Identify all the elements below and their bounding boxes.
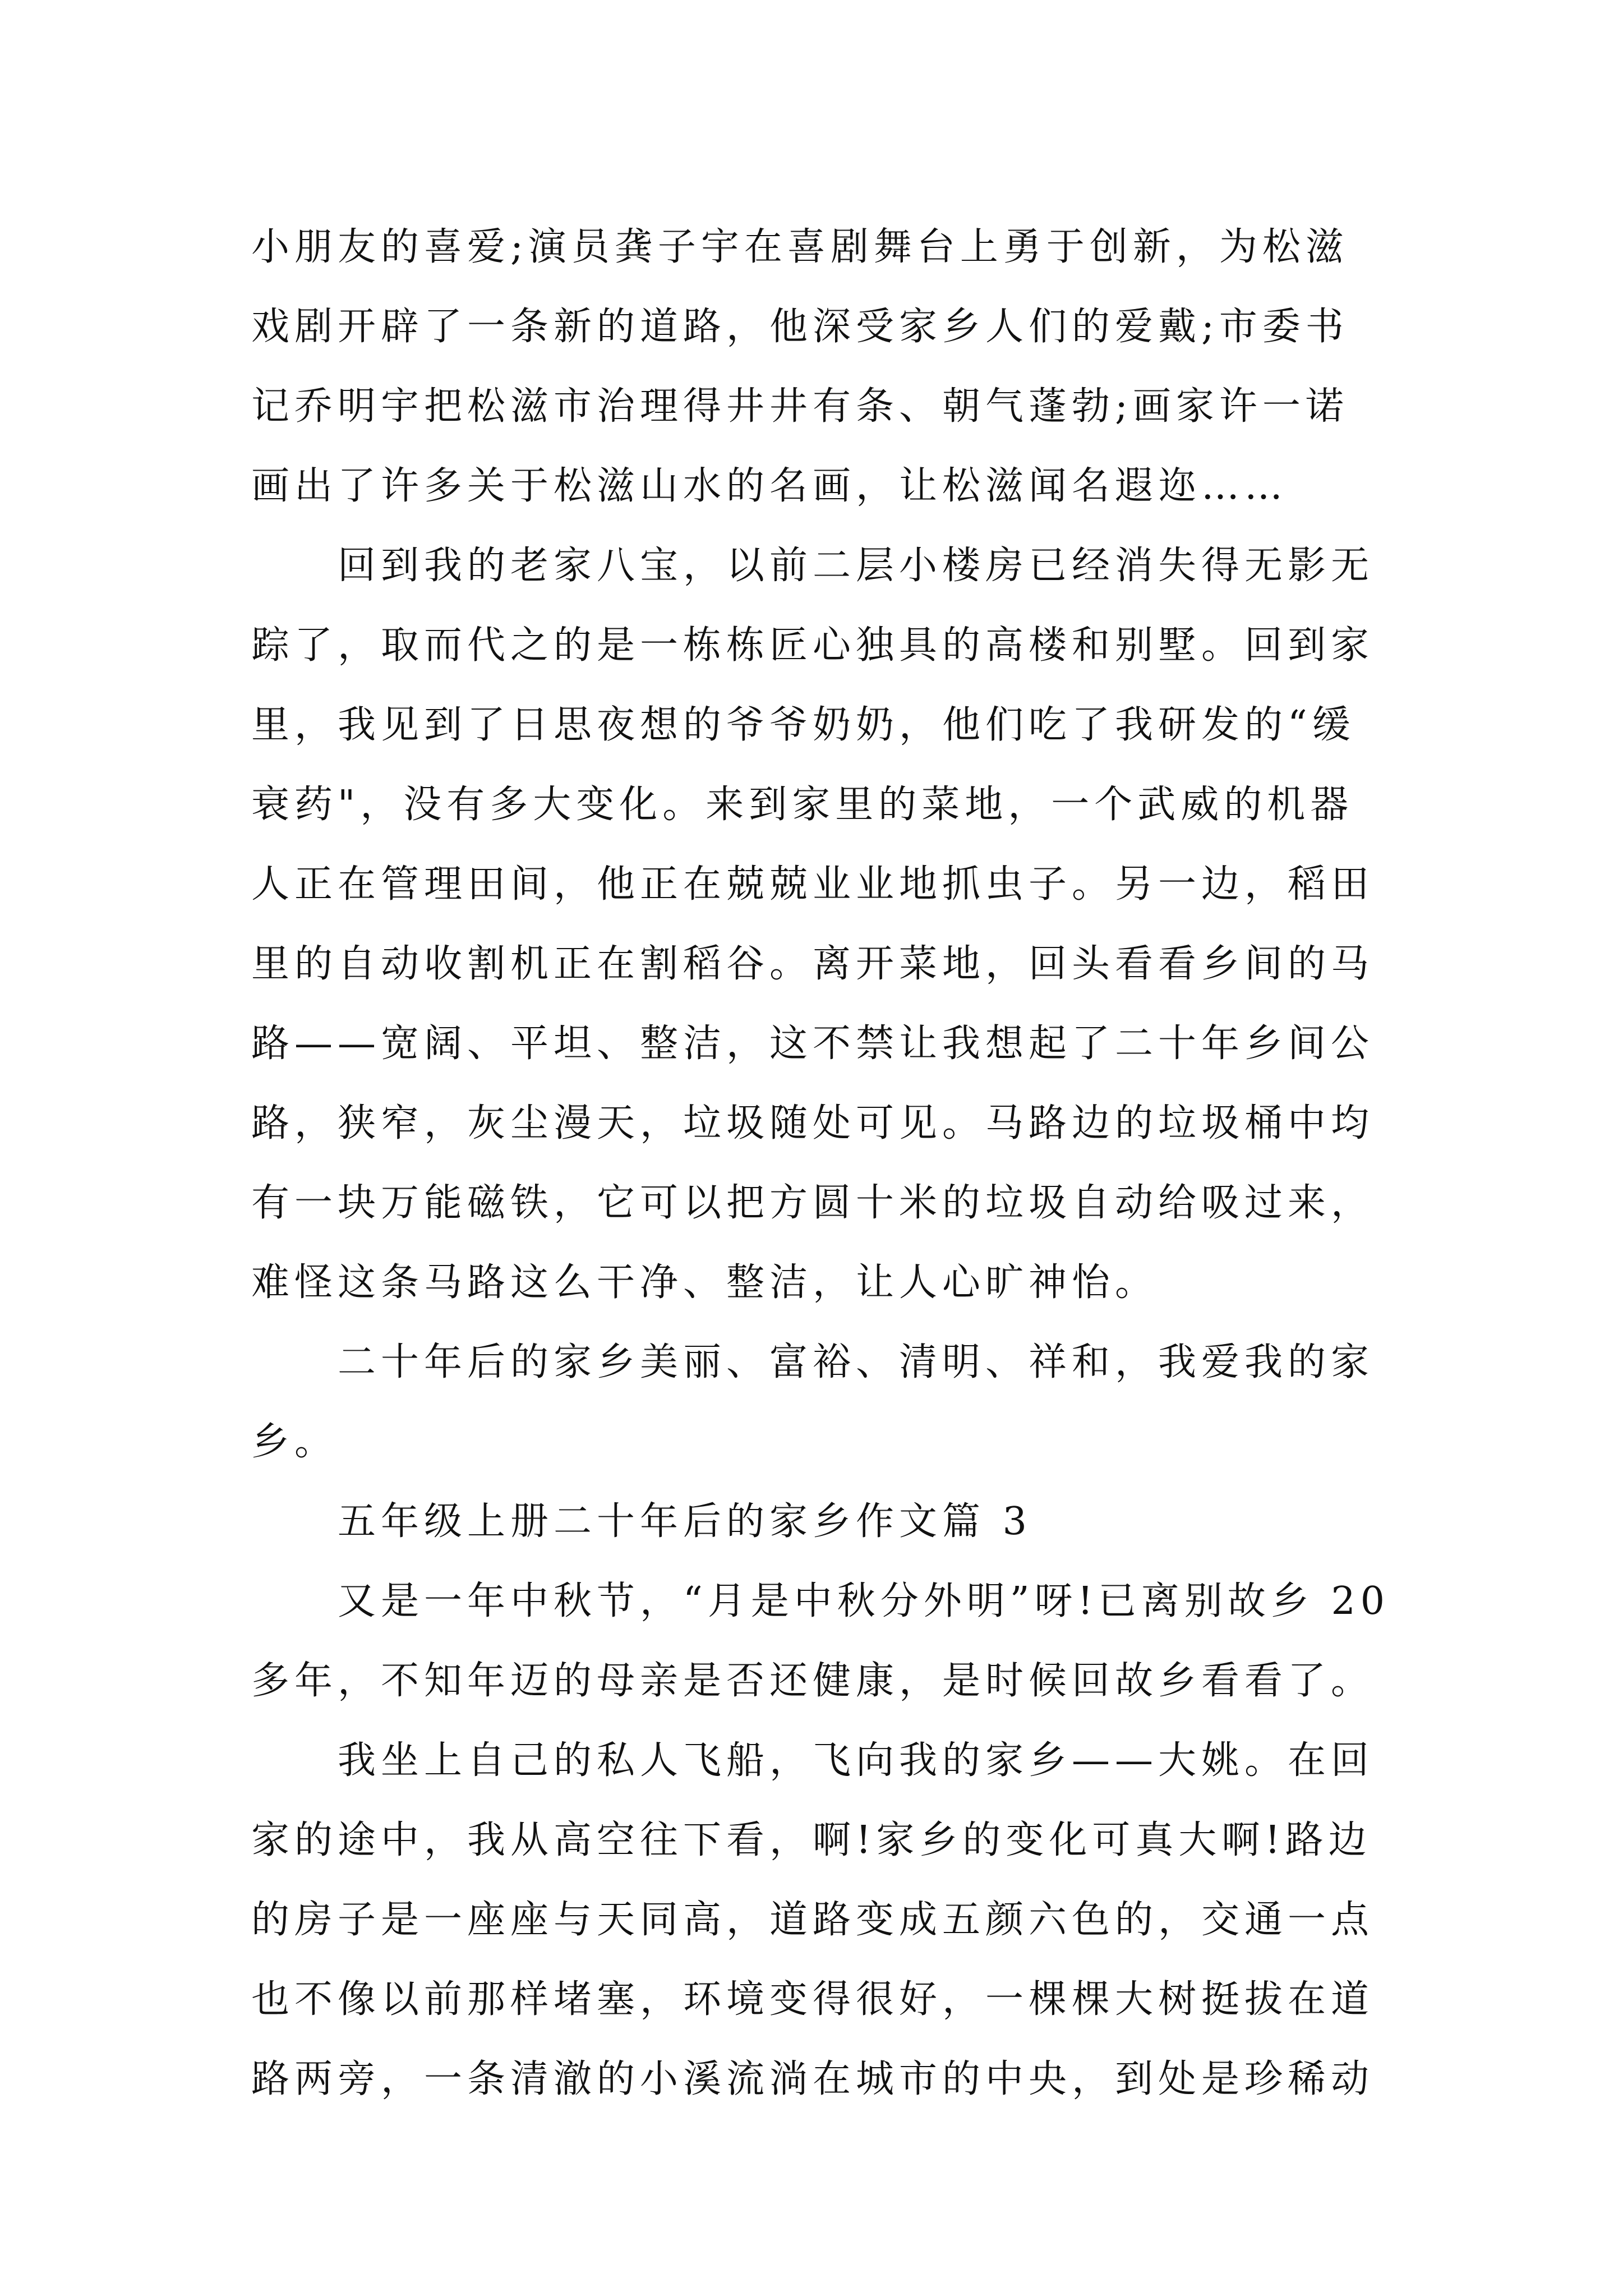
text-line: 又是一年中秋节，“月是中秋分外明”呀!已离别故乡 20 <box>338 1579 1390 1623</box>
text-line: 有一块万能磁铁，它可以把方圆十米的垃圾自动给吸过来， <box>251 1181 1375 1225</box>
text-line: 家的途中，我从高空往下看，啊!家乡的变化可真大啊!路边 <box>251 1818 1372 1862</box>
text-line: 也不像以前那样堵塞，环境变得很好，一棵棵大树挺拔在道 <box>251 1977 1375 2022</box>
text-line: 路两旁，一条清澈的小溪流淌在城市的中央，到处是珍稀动 <box>251 2057 1375 2101</box>
text-line: 里的自动收割机正在割稻谷。离开菜地，回头看看乡间的马 <box>251 942 1375 986</box>
text-line: 踪了，取而代之的是一栋栋匠心独具的高楼和别墅。回到家 <box>251 623 1375 668</box>
text-line: 五年级上册二十年后的家乡作文篇 3 <box>338 1499 1032 1544</box>
text-line: 小朋友的喜爱;演员龚子宇在喜剧舞台上勇于创新，为松滋 <box>251 225 1349 269</box>
text-line: 里，我见到了日思夜想的爷爷奶奶，他们吃了我研发的“缓 <box>251 703 1355 747</box>
text-line: 我坐上自己的私人飞船，飞向我的家乡——大姚。在回 <box>338 1738 1375 1783</box>
text-line: 人正在管理田间，他正在兢兢业业地抓虫子。另一边，稻田 <box>251 862 1375 907</box>
text-line: 衰药"，没有多大变化。来到家里的菜地，一个武威的机器 <box>251 783 1354 827</box>
text-line: 二十年后的家乡美丽、富裕、清明、祥和，我爱我的家 <box>338 1340 1375 1384</box>
text-line: 路——宽阔、平坦、整洁，这不禁让我想起了二十年乡间公 <box>251 1022 1375 1066</box>
text-line: 乡。 <box>251 1420 338 1464</box>
text-line: 画出了许多关于松滋山水的名画，让松滋闻名遐迩…… <box>251 464 1288 508</box>
text-line: 戏剧开辟了一条新的道路，他深受家乡人们的爱戴;市委书 <box>251 305 1349 349</box>
text-line: 记乔明宇把松滋市治理得井井有条、朝气蓬勃;画家许一诺 <box>251 384 1349 429</box>
text-line: 回到我的老家八宝，以前二层小楼房已经消失得无影无 <box>338 544 1375 588</box>
body-text <box>251 208 1390 2119</box>
text-line: 多年，不知年迈的母亲是否还健康，是时候回故乡看看了。 <box>251 1659 1375 1703</box>
text-line: 难怪这条马路这么干净、整洁，让人心旷神怡。 <box>251 1260 1159 1305</box>
text-line: 路，狭窄，灰尘漫天，垃圾随处可见。马路边的垃圾桶中均 <box>251 1101 1375 1145</box>
text-line: 的房子是一座座与天同高，道路变成五颜六色的，交通一点 <box>251 1898 1375 1942</box>
